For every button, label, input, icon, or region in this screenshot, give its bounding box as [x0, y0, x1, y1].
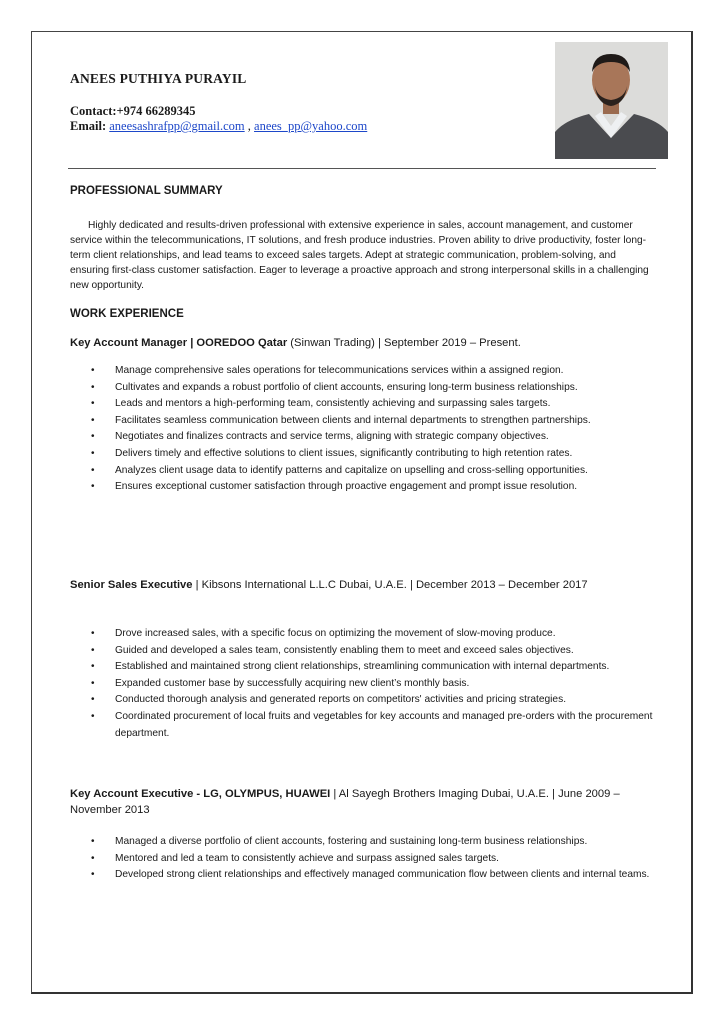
- contact-phone: Contact:+974 66289345: [70, 104, 196, 118]
- job-3-bullets: [70, 834, 656, 884]
- profile-photo-image: [555, 42, 668, 159]
- job-2-details: | Kibsons International L.L.C Dubai, U.A.E. | December 2013 – December 2017: [192, 579, 588, 591]
- list-item: • Coordinated procurement of local fruits and vegetables for key accounts and managed pre-orders with the procurement department.: [70, 709, 656, 742]
- job-1-role: Key Account Manager | OOREDOO Qatar: [70, 337, 288, 349]
- email-separator: ,: [244, 119, 255, 133]
- job-3-details: | Al Sayegh Brothers Imaging Dubai, U.A.E. | June 2009 – November 2013: [70, 788, 620, 816]
- list-item: • Mentored and led a team to consistently achieve and surpass assigned sales targets.: [70, 851, 656, 868]
- list-item: • Negotiates and finalizes contracts and service terms, aligning with strategic company objectives.: [70, 429, 656, 446]
- email-link-gmail[interactable]: aneesashrafpp@gmail.com: [109, 119, 245, 133]
- list-item: • Manage comprehensive sales operations for telecommunications services within a assigned region.: [70, 363, 656, 380]
- list-item: • Facilitates seamless communication between clients and internal departments to strengthen partnerships.: [70, 413, 656, 430]
- list-item: • Leads and mentors a high-performing team, consistently achieving and surpassing sales targets.: [70, 396, 656, 413]
- list-item: • Cultivates and expands a robust portfolio of client accounts, ensuring long-term business relationships.: [70, 380, 656, 397]
- header-divider: [68, 168, 656, 169]
- job-title-2: [70, 577, 656, 593]
- list-item: • Analyzes client usage data to identify patterns and capitalize on upselling and cross-selling opportunities.: [70, 463, 656, 480]
- job-3-role: Key Account Executive - LG, OLYMPUS, HUAWEI: [70, 788, 331, 800]
- email-line: [70, 119, 367, 134]
- summary-heading: PROFESSIONAL SUMMARY: [70, 185, 223, 197]
- profile-photo: [555, 42, 668, 159]
- list-item: • Delivers timely and effective solutions to client issues, significantly contributing to high retention rates.: [70, 446, 656, 463]
- list-item: • Guided and developed a sales team, consistently enabling them to meet and exceed sales objectives.: [70, 643, 656, 660]
- job-2-bullets: [70, 626, 656, 742]
- list-item: • Expanded customer base by successfully acquiring new client’s monthly basis.: [70, 676, 656, 693]
- candidate-name: ANEES PUTHIYA PURAYIL: [70, 71, 247, 86]
- experience-heading: WORK EXPERIENCE: [70, 308, 184, 320]
- list-item: • Developed strong client relationships and effectively managed communication flow between clients and internal teams.: [70, 867, 656, 884]
- list-item: • Managed a diverse portfolio of client accounts, fostering and sustaining long-term business relationships.: [70, 834, 656, 851]
- email-label: Email:: [70, 119, 107, 133]
- job-title-3: [70, 786, 656, 818]
- job-2-role: Senior Sales Executive: [70, 579, 193, 591]
- job-1-details: (Sinwan Trading) | September 2019 – Present.: [287, 337, 521, 349]
- list-item: • Drove increased sales, with a specific focus on optimizing the movement of slow-moving produce.: [70, 626, 656, 643]
- summary-text: Highly dedicated and results-driven professional with extensive experience in sales, account management, and customer service within the telecommunications, IT solutions, and fresh produce industries. Proven ability to drive productivity, foster long-term client relationships, and lead teams to exceed sales targets. Adept at strategic communication, problem-solving, and ensuring first-class customer satisfaction. Eager to leverage a proactive approach and strong interpersonal skills in a challenging new opportunity.: [70, 220, 649, 291]
- list-item: • Established and maintained strong client relationships, streamlining communication with internal departments.: [70, 659, 656, 676]
- job-1-bullets: [70, 363, 656, 496]
- list-item: • Conducted thorough analysis and generated reports on competitors' activities and pricing strategies.: [70, 692, 656, 709]
- list-item: • Ensures exceptional customer satisfaction through proactive engagement and prompt issue resolution.: [70, 479, 656, 496]
- email-link-yahoo[interactable]: anees_pp@yahoo.com: [254, 119, 368, 133]
- job-title-1: [70, 335, 656, 351]
